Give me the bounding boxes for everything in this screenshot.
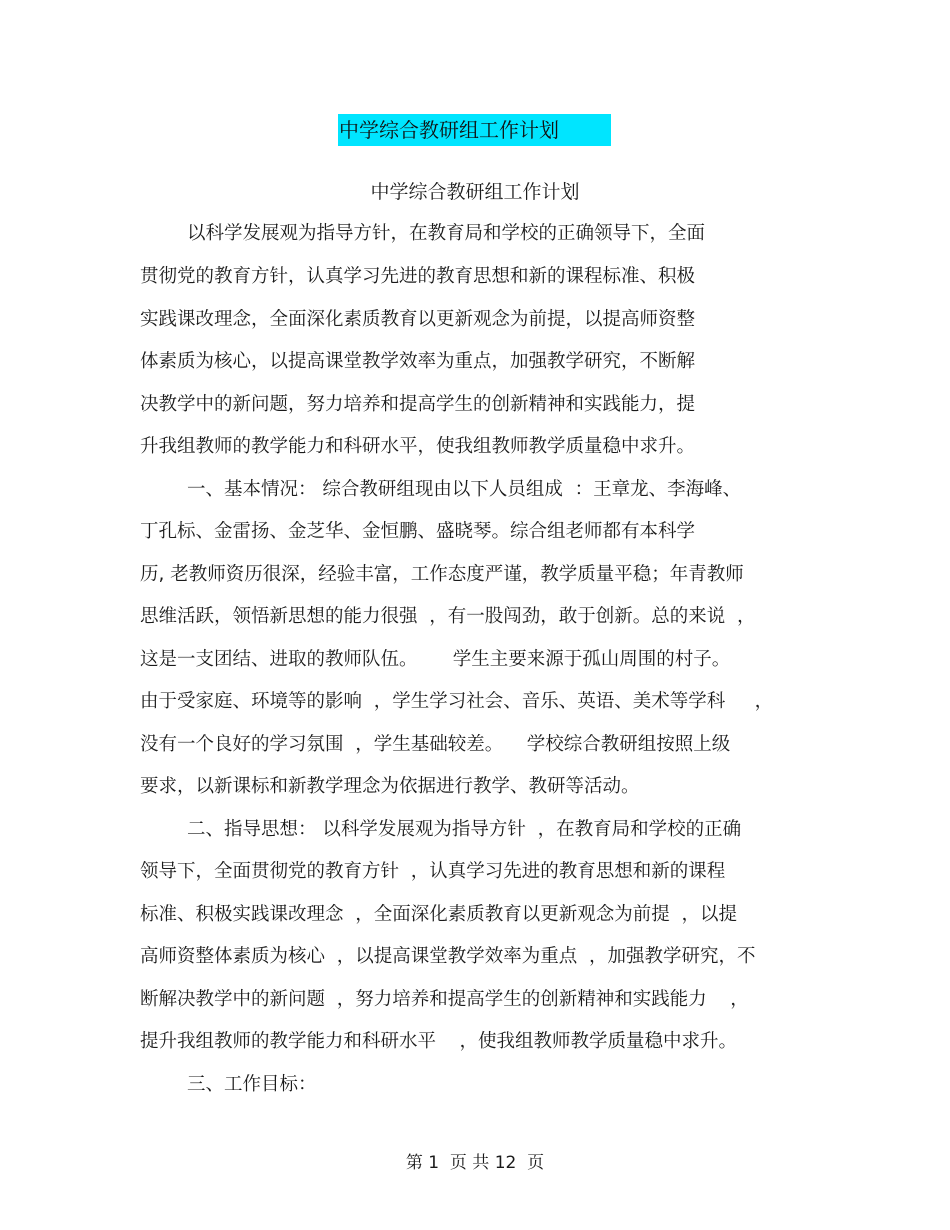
paragraph-line: 以科学发展观为指导方针，在教育局和学校的正确领导下，全面	[187, 223, 706, 244]
paragraph-line: 提升我组教师的教学能力和科研水平 ，使我组教师教学质量稳中求升。	[140, 1031, 738, 1052]
paragraph-line: 没有一个良好的学习氛围 ，学生基础较差。 学校综合教研组按照上级	[140, 734, 731, 755]
paragraph-line: 标准、积极实践课改理念 ，全面深化素质教育以更新观念为前提 ，以提	[140, 904, 738, 925]
paragraph-line: 贯彻党的教育方针，认真学习先进的教育思想和新的课程标准、积极	[140, 266, 696, 287]
paragraph-line: 实践课改理念，全面深化素质教育以更新观念为前提，以提高师资整	[140, 309, 696, 330]
document-title-banner	[338, 114, 611, 146]
paragraph-line: 体素质为核心，以提高课堂教学效率为重点，加强教学研究，不断解	[140, 351, 696, 372]
section-heading: 三、工作目标：	[187, 1074, 317, 1095]
paragraph-line: 升我组教师的教学能力和科研水平，使我组教师教学质量稳中求升。	[140, 436, 696, 457]
paragraph-line: 丁孔标、金雷扬、金芝华、金恒鹏、盛晓琴。综合组老师都有本科学	[140, 521, 696, 542]
page-number-footer: 第 1 页 共 12 页	[405, 1153, 545, 1173]
paragraph-line: 这是一支团结、进取的教师队伍。 学生主要来源于孤山周围的村子。	[140, 649, 731, 670]
paragraph-line: 历, 老教师资历很深，经验丰富，工作态度严谨，教学质量平稳；年青教师	[140, 564, 744, 585]
paragraph-line: 二、指导思想： 以科学发展观为指导方针 ，在教育局和学校的正确	[187, 819, 742, 840]
paragraph-line: 要求，以新课标和新教学理念为依据进行教学、教研等活动。	[140, 776, 640, 797]
paragraph-line: 由于受家庭、环境等的影响 ，学生学习社会、音乐、英语、美术等学科 ，	[140, 691, 774, 712]
banner-title-text: 中学综合教研组工作计划	[339, 118, 559, 142]
paragraph-line: 思维活跃，领悟新思想的能力很强 ，有一股闯劲，敢于创新。总的来说 ，	[140, 606, 756, 627]
paragraph-line: 领导下，全面贯彻党的教育方针 ，认真学习先进的教育思想和新的课程	[140, 861, 726, 882]
paragraph-line: 决教学中的新问题，努力培养和提高学生的创新精神和实践能力，提	[140, 394, 696, 415]
paragraph-line: 高师资整体素质为核心 ，以提高课堂教学效率为重点 ，加强教学研究，不	[140, 946, 756, 967]
paragraph-line: 断解决教学中的新问题 ，努力培养和提高学生的创新精神和实践能力 ，	[140, 989, 749, 1010]
paragraph-line: 一、基本情况： 综合教研组现由以下人员组成 ：王章龙、李海峰、	[187, 479, 742, 500]
document-subtitle: 中学综合教研组工作计划	[370, 181, 580, 203]
